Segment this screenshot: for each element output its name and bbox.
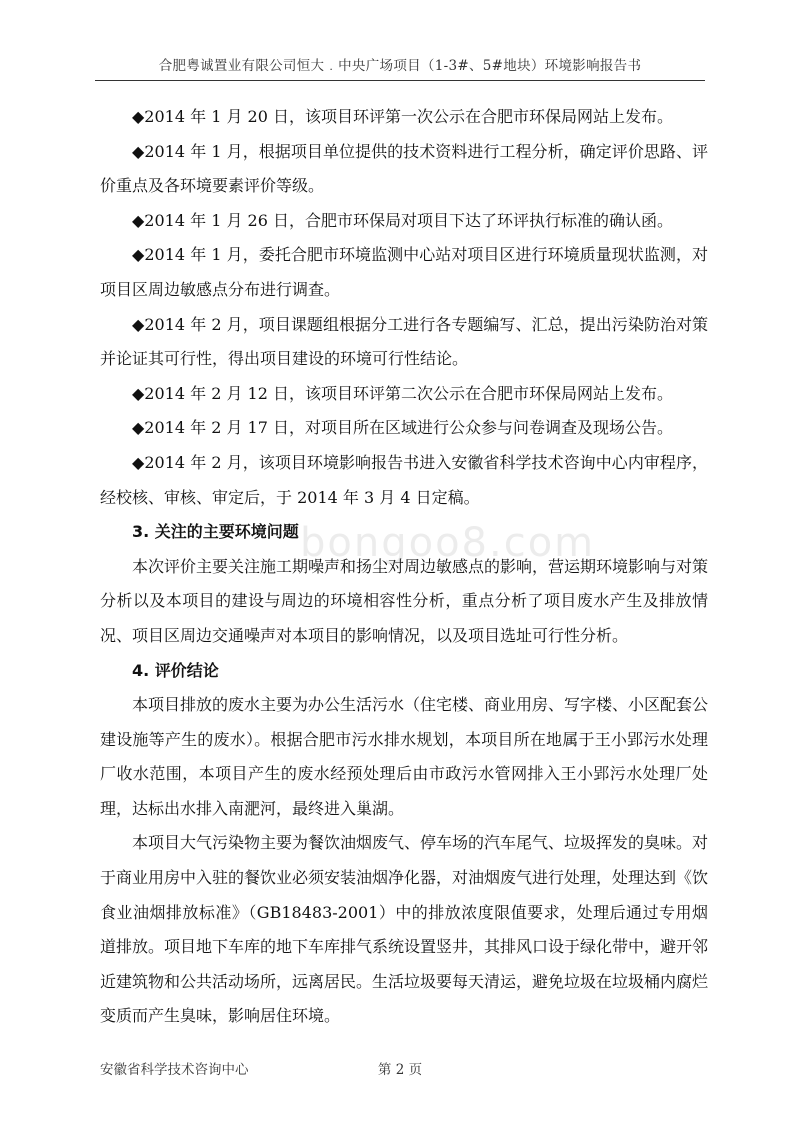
document-body	[100, 100, 708, 1034]
paragraph-item: ◆2014 年 2 月 17 日，对项目所在区域进行公众参与问卷调查及现场公告。	[132, 418, 673, 438]
paragraph-item: ◆2014 年 1 月，根据项目单位提供的技术资料进行工程分析，确定评价思路、评价重点及各环境要素评价等级。	[100, 141, 708, 196]
paragraph-item: ◆2014 年 1 月，委托合肥市环境监测中心站对项目区进行环境质量现状监测，对项目区周边敏感点分布进行调查。	[100, 245, 708, 299]
paragraph-item: ◆2014 年 1 月 20 日，该项目环评第一次公示在合肥市环保局网站上发布。	[132, 107, 673, 126]
page-header: 合肥粤诚置业有限公司恒大﹒中央广场项目（1-3#、5#地块）环境影响报告书	[95, 54, 705, 81]
section-4-body-1: 本项目排放的废水主要为办公生活污水（住宅楼、商业用房、写字楼、小区配套公建设施等产生的废水）。根据合肥市污水排水规划，本项目所在地属于王小郢污水处理厂收水范围，本项目产生的废水经预处理后由市政污水管网排入王小郢污水处理厂处理，达标出水排入南淝河，最终进入巢湖。	[100, 695, 709, 818]
paragraph-item: ◆2014 年 2 月 12 日，该项目环评第二次公示在合肥市环保局网站上发布。	[132, 383, 673, 403]
footer-organization: 安徽省科学技术咨询中心	[100, 1062, 249, 1078]
paragraph-item: ◆2014 年 2 月，项目课题组根据分工进行各专题编写、汇总，提出污染防治对策并论证其可行性，得出项目建设的环境可行性结论。	[100, 314, 708, 369]
footer-page-number: 第 2 页	[377, 1062, 423, 1078]
paragraph-item: ◆2014 年 2 月，该项目环境影响报告书进入安徽省科学技术咨询中心内审程序，经校核、审核、审定后，于 2014 年 3 月 4 日定稿。	[100, 452, 708, 507]
section-4-body-2: 本项目大气污染物主要为餐饮油烟废气、停车场的汽车尾气、垃圾挥发的臭味。对于商业用房中入驻的餐饮业必须安装油烟净化器，对油烟废气进行处理，处理达到《饮食业油烟排放标准》（GB18483-2001）中的排放浓度限值要求，处理后通过专用烟道排放。项目地下车库的地下车库排气系统设置竖井，其排风口设于绿化带中，避开邻近建筑物和公共活动场所，远离居民。生活垃圾要每天清运，避免垃圾在垃圾桶内腐烂变质而产生臭味，影响居住环境。	[100, 833, 709, 1026]
section-4-heading: 4. 评价结论	[132, 660, 219, 680]
section-3-heading: 3. 关注的主要环境问题	[132, 522, 299, 542]
paragraph-item: ◆2014 年 1 月 26 日，合肥市环保局对项目下达了环评执行标准的确认函。	[132, 210, 673, 230]
watermark: bongoo8.com	[300, 520, 596, 566]
section-3-body: 本次评价主要关注施工期噪声和扬尘对周边敏感点的影响，营运期环境影响与对策分析以及本项目的建设与周边的环境相容性分析，重点分析了项目废水产生及排放情况、项目区周边交通噪声对本项目的影响情况，以及项目选址可行性分析。	[100, 556, 709, 645]
